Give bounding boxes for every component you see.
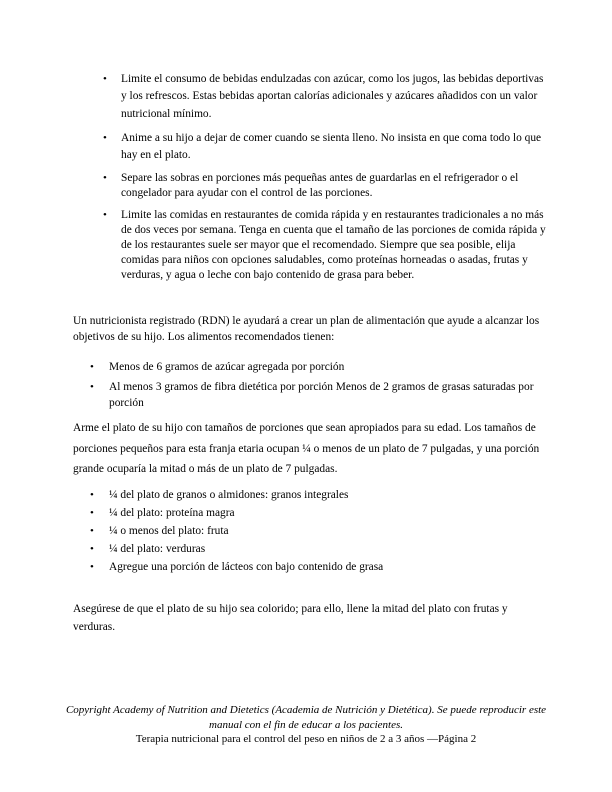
list-item-text: ¼ o menos del plato: fruta xyxy=(109,525,229,537)
list-item-text: Agregue una porción de lácteos con bajo contenido de grasa xyxy=(109,561,384,573)
list-item-text: Separe las sobras en porciones más pequeñas antes de guardarlas en el refrigerador o el congelador para ayudar con el control de las porciones. xyxy=(121,171,519,199)
bullet-icon: • xyxy=(90,561,94,573)
list-item-text: Anime a su hijo a dejar de comer cuando se sienta lleno. No insista en que coma todo lo que hay en el plato. xyxy=(121,131,542,161)
list-item xyxy=(103,130,546,165)
bullet-icon: • xyxy=(90,543,94,555)
bullet-icon: • xyxy=(90,525,94,537)
list-item-text: ¼ del plato de granos o almidones: granos integrales xyxy=(109,489,349,501)
rdn-paragraph: Un nutricionista registrado (RDN) le ayudará a crear un plan de alimentación que ayude a alcanzar los objetivos de su hijo. Los alimentos recomendados tienen: xyxy=(73,315,540,343)
tips-list xyxy=(103,71,546,289)
list-item xyxy=(90,559,549,575)
page-number-line: Terapia nutricional para el control del peso en niños de 2 a 3 años —Página 2 xyxy=(135,733,477,745)
list-item xyxy=(103,71,546,123)
list-item xyxy=(90,541,549,557)
list-item-text: Limite las comidas en restaurantes de comida rápida y en restaurantes tradicionales a no más de dos veces por semana. Tenga en cuenta que el tamaño de las porciones de comida rápida y de los restaurantes suele ser mayor que el recomendado. Siempre que sea posible, elija comidas para niños con opciones saludables, como proteínas horneadas o asadas, frutas y verduras, y agua o leche con bajo contenido de grasa para beber. xyxy=(121,208,546,281)
colorful-plate-paragraph: Asegúrese de que el plato de su hijo sea colorido; para ello, llene la mitad del plato con frutas y verduras. xyxy=(73,603,508,633)
bullet-icon: • xyxy=(103,208,107,221)
bullet-icon: • xyxy=(90,489,94,501)
bullet-icon: • xyxy=(90,507,94,519)
portion-size-paragraph: Arme el plato de su hijo con tamaños de porciones que sean apropiados para su edad. Los tamaños de porciones pequeños para esta franja etaria ocupan ¼ o menos de un plato de 7 pulgadas, y una porción grande ocuparía la mitad o más de un plato de 7 pulgadas. xyxy=(73,422,540,475)
bullet-icon: • xyxy=(90,380,94,393)
list-item xyxy=(90,505,549,521)
list-item-text: ¼ del plato: proteína magra xyxy=(109,507,235,519)
list-item-text: Al menos 3 gramos de fibra dietética por porción Menos de 2 gramos de grasas saturadas por porción xyxy=(109,380,534,409)
list-item-text: Menos de 6 gramos de azúcar agregada por porción xyxy=(109,361,345,373)
plate-portions-list xyxy=(90,487,549,577)
recommended-foods-list xyxy=(90,359,549,415)
list-item-text: Limite el consumo de bebidas endulzadas con azúcar, como los jugos, las bebidas deportivas y los refrescos. Estas bebidas aportan calorías adicionales y azúcares añadidos con un valor nutricional mínimo. xyxy=(121,73,544,120)
list-item xyxy=(90,523,549,539)
bullet-icon: • xyxy=(90,361,94,373)
page-footer xyxy=(60,703,552,747)
list-item xyxy=(90,487,549,503)
list-item xyxy=(103,208,546,283)
bullet-icon: • xyxy=(103,131,107,144)
list-item xyxy=(103,171,546,201)
bullet-icon: • xyxy=(103,171,107,184)
list-item-text: ¼ del plato: verduras xyxy=(109,543,206,555)
copyright-notice: Copyright Academy of Nutrition and Dietetics (Academia de Nutrición y Dietética). Se puede reproducir este manual con el fin de educar a los pacientes. xyxy=(65,704,547,731)
bullet-icon: • xyxy=(103,73,107,85)
list-item xyxy=(90,379,549,412)
list-item xyxy=(90,359,549,376)
